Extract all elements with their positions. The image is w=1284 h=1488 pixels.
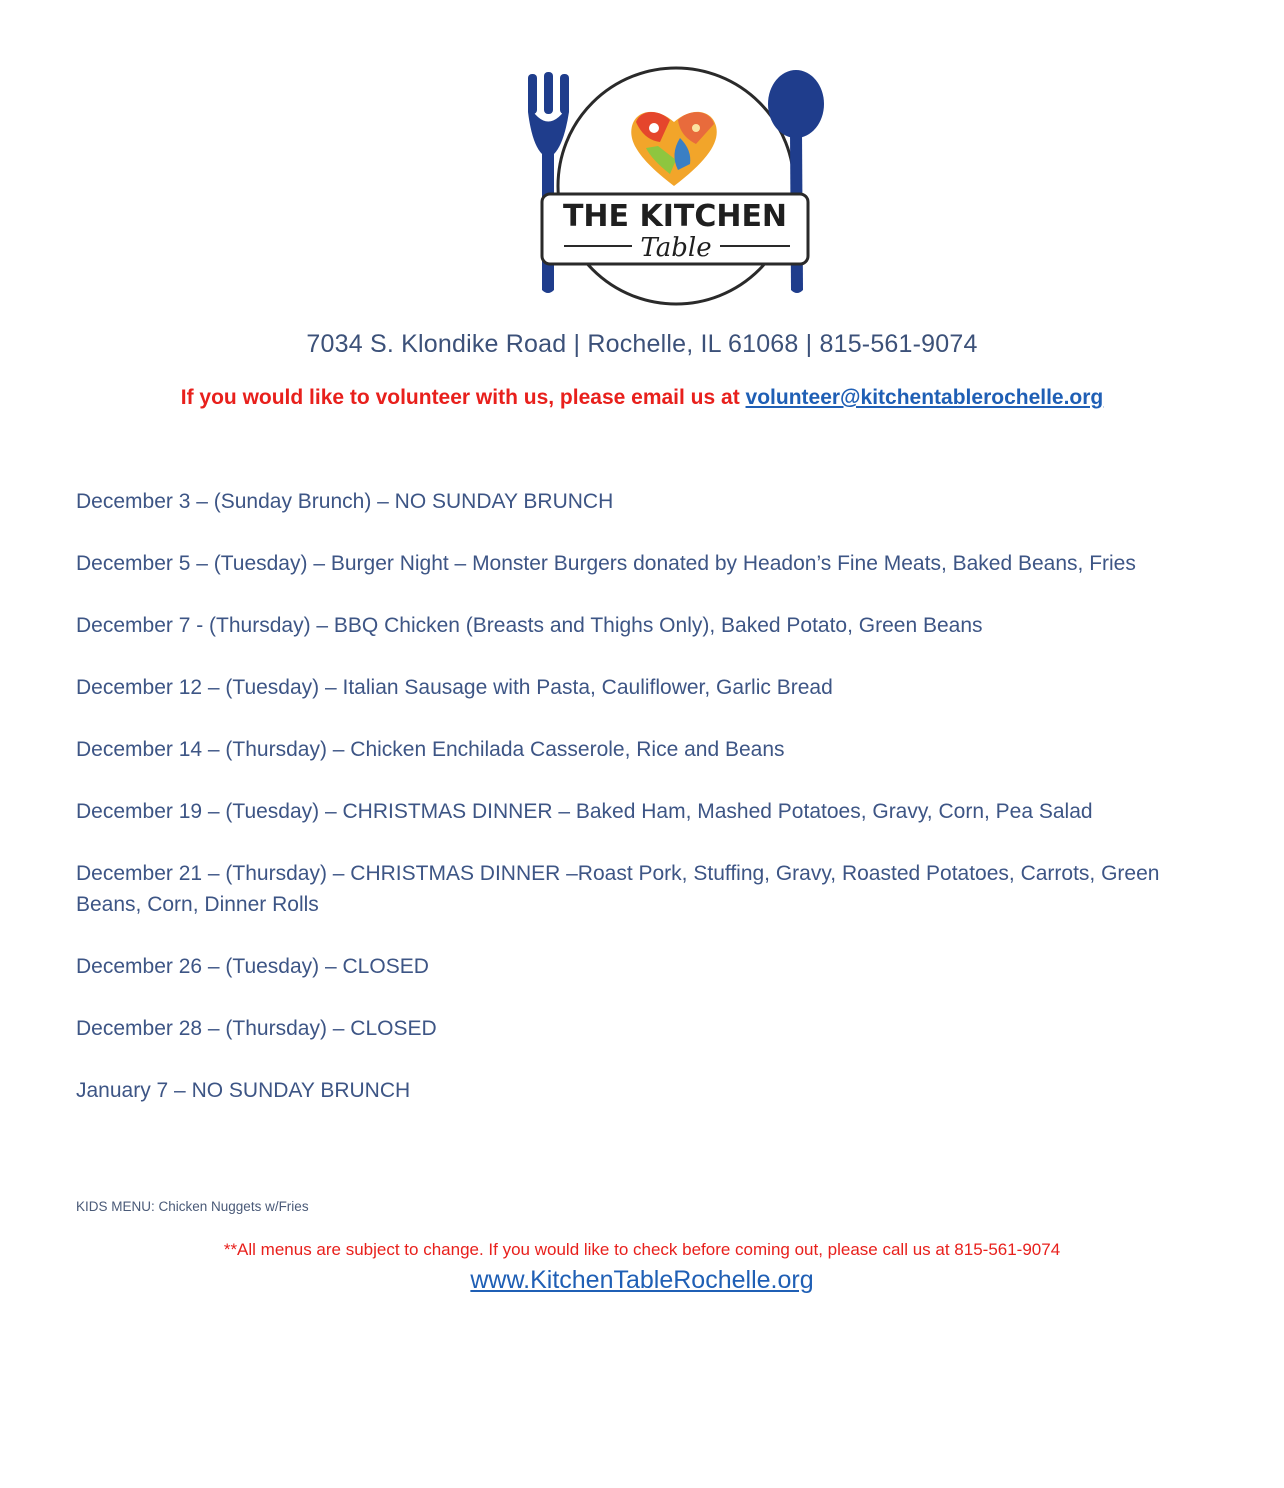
volunteer-text: If you would like to volunteer with us, please email us at (180, 386, 746, 409)
plate-circle (558, 68, 794, 304)
logo-banner (542, 194, 808, 264)
menu-item: December 7 - (Thursday) – BBQ Chicken (Breasts and Thighs Only), Baked Potato, Green Beans (76, 614, 983, 637)
logo-subtitle: Table (640, 233, 712, 263)
menu-item: December 14 – (Thursday) – Chicken Enchilada Casserole, Rice and Beans (76, 738, 785, 761)
volunteer-email-link[interactable]: volunteer@kitchentablerochelle.org (745, 386, 1104, 409)
menu-item: December 19 – (Tuesday) – CHRISTMAS DINNER – Baked Ham, Mashed Potatoes, Gravy, Corn, Pea Salad (76, 800, 1093, 823)
volunteer-notice (0, 386, 1284, 410)
website-link[interactable]: www.KitchenTableRochelle.org (470, 1266, 814, 1294)
menu-list (76, 486, 1206, 1137)
menu-item: December 5 – (Tuesday) – Burger Night – Monster Burgers donated by Headon’s Fine Meats, Baked Beans, Fries (76, 552, 1136, 575)
menu-disclaimer: **All menus are subject to change. If you would like to check before coming out, please call us at 815-561-9074 (223, 1240, 1061, 1259)
website-link-wrapper (0, 1266, 1284, 1295)
menu-item: December 3 – (Sunday Brunch) – NO SUNDAY BRUNCH (76, 490, 614, 513)
menu-item: December 21 – (Thursday) – CHRISTMAS DINNER –Roast Pork, Stuffing, Gravy, Roasted Potatoes, Carrots, Green Beans, Corn, Dinner Rolls (76, 862, 1160, 916)
menu-item: January 7 – NO SUNDAY BRUNCH (76, 1079, 411, 1102)
menu-item: December 28 – (Thursday) – CLOSED (76, 1017, 437, 1040)
kitchen-table-logo (520, 64, 840, 314)
logo-title: THE KITCHEN (562, 199, 788, 234)
kids-menu: KIDS MENU: Chicken Nuggets w/Fries (76, 1199, 309, 1214)
menu-item: December 12 – (Tuesday) – Italian Sausage with Pasta, Cauliflower, Garlic Bread (76, 676, 833, 699)
menu-item: December 26 – (Tuesday) – CLOSED (76, 955, 429, 978)
address-line: 7034 S. Klondike Road | Rochelle, IL 61068 | 815-561-9074 (306, 330, 978, 358)
